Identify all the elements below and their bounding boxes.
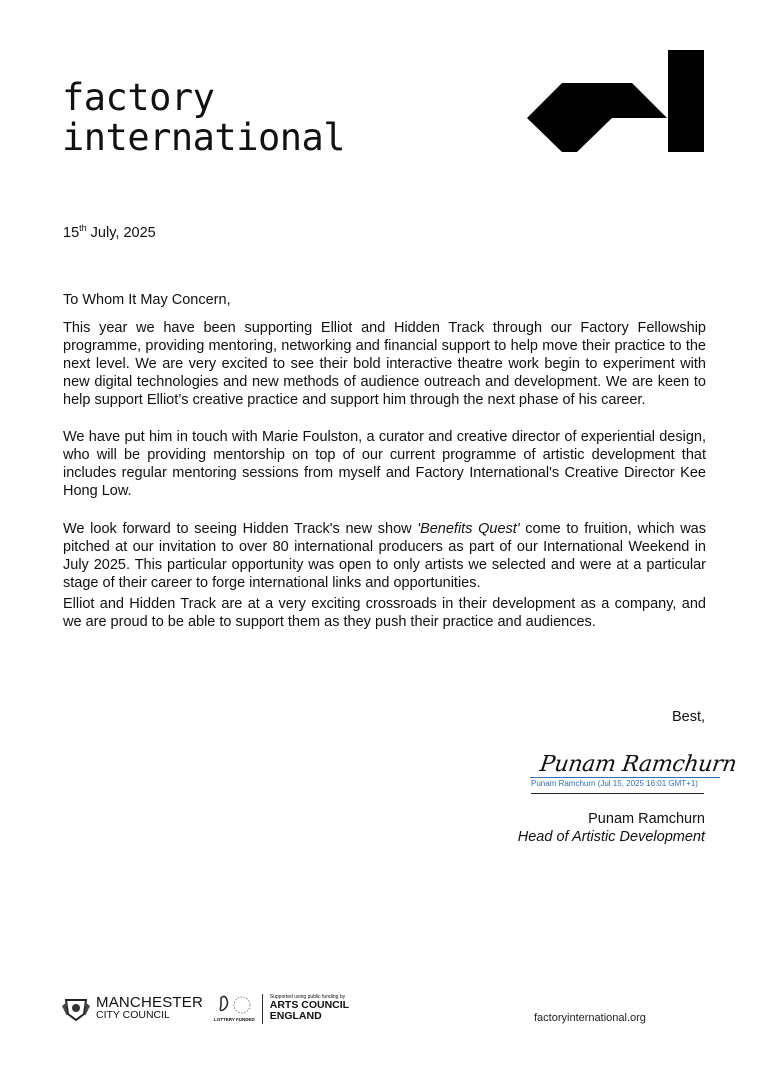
ace-supported-text: Supported using public funding by: [269, 994, 346, 1000]
paragraph-2: We have put him in touch with Marie Foulston, a curator and creative director of experiential design, who will be providing mentorship on top of our current programme of artistic development that includes regular mentoring sessions from myself and Factory International's Creative Director Kee Hong Low.: [63, 429, 706, 499]
signature-script: Punam Ramchurn: [538, 752, 739, 777]
manchester-city-council-logo: [62, 996, 203, 1022]
lottery-funded-label: LOTTERY FUNDED: [214, 1017, 255, 1022]
signature-line-blue: [530, 777, 720, 778]
ace-line-1: ARTS COUNCIL: [269, 999, 350, 1011]
logo-bar-shape: [668, 50, 704, 152]
paragraph-1: This year we have been supporting Elliot and Hidden Track through our Factory Fellowship programme, providing mentoring, networking and financial support to help move their practice to the next level. We are very excited to see their bold interactive theatre work begin to experiment with new digital technologies and new methods of audience outreach and development. We are keen to help support Elliot’s creative practice and support him through the next phase of his career.: [63, 320, 706, 408]
signer-title: Head of Artistic Development: [517, 829, 705, 845]
mcc-subtitle: CITY COUNCIL: [96, 1009, 170, 1021]
salutation: To Whom It May Concern,: [63, 292, 231, 308]
paragraph-4: Elliot and Hidden Track are at a very exciting crossroads in their development as a company, and we are proud to be able to support them as they push their practice and audiences.: [63, 596, 706, 630]
website-url[interactable]: factoryinternational.org: [534, 1012, 646, 1024]
logo-line-2: international: [62, 116, 346, 159]
logo-arrow-shape: [527, 83, 667, 152]
mcc-name: MANCHESTER: [96, 994, 204, 1011]
logo-divider: [262, 994, 263, 1024]
letter-date: 15th July, 2025: [63, 223, 156, 241]
signature-meta: Punam Ramchurn (Jul 15, 2025 16:01 GMT+1): [531, 779, 698, 788]
paragraph-3: We look forward to seeing Hidden Track's new show 'Benefits Quest' come to fruition, which was pitched at our invitation to over 80 international producers as part of our International Weekend in July 2025. This particular opportunity was open to only artists we selected and were at a particular stage of their career to forge international links and opportunities.: [63, 521, 706, 591]
logo-line-1: factory: [62, 76, 215, 119]
show-title: 'Benefits Quest': [417, 521, 520, 537]
signer-name: Punam Ramchurn: [588, 811, 705, 827]
signature-line: [531, 793, 704, 794]
factory-international-wordmark: [62, 78, 345, 158]
factory-international-logo-icon: [527, 50, 707, 160]
closing: Best,: [671, 709, 705, 725]
lottery-crossed-fingers-icon: [215, 994, 253, 1016]
arts-council-lottery-logo: [214, 994, 349, 1024]
ace-line-2: ENGLAND: [269, 1010, 322, 1022]
coat-of-arms-icon: [62, 996, 90, 1022]
